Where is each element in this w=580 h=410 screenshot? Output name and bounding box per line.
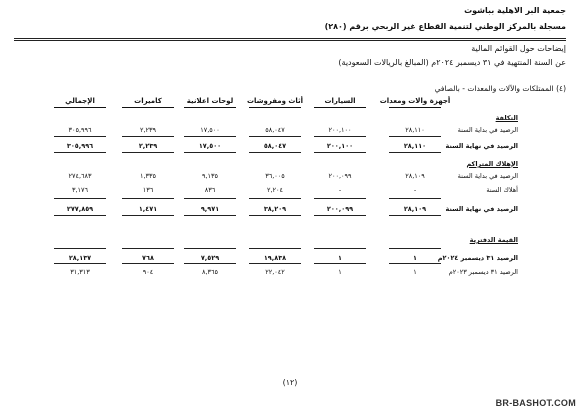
table-cell: ٣٠٥,٩٩٦ <box>68 126 92 134</box>
table-cell: ٣٨,٢٠٩ <box>263 205 287 213</box>
subtotal-line <box>389 136 441 137</box>
table-cell: ٢٨,١٣٧ <box>68 254 92 262</box>
table-cell: ٢٠٠,٠٩٩ <box>326 205 354 213</box>
subtotal-line <box>314 136 366 137</box>
table-cell: ٢٨,١٠٩ <box>403 205 427 213</box>
subtotal-line <box>314 248 366 249</box>
subtotal-line <box>184 198 236 199</box>
organization-name: جمعية البر الاهلية بباشوت <box>464 6 566 15</box>
table-cell: ٢٢,٠٤٢ <box>265 268 285 276</box>
table-cell: ٩٠٤ <box>142 268 154 276</box>
column-header-underline <box>184 107 236 108</box>
notes-title: إيضاحات حول القوائم المالية <box>471 44 566 53</box>
table-cell: ١٧,٥٠٠ <box>200 126 220 134</box>
row-label: الرصيد في نهاية السنة <box>445 205 518 213</box>
total-line <box>184 152 236 153</box>
column-header: كاميرات <box>134 97 162 105</box>
subtotal-line <box>122 136 174 137</box>
column-header-underline <box>122 107 174 108</box>
table-cell: ٧٦٨ <box>142 254 154 262</box>
table-cell: ٩,١٣٥ <box>201 172 219 180</box>
column-header-underline <box>389 107 441 108</box>
table-cell: ٧,٥٢٩ <box>200 254 220 262</box>
table-cell: ٨,٣٦٥ <box>201 268 219 276</box>
subtotal-line <box>54 198 106 199</box>
table-cell: ٢,٢٠٤ <box>266 186 284 194</box>
subtotal-line <box>389 248 441 249</box>
table-cell: ١,٤٧١ <box>138 205 158 213</box>
subtotal-line <box>184 263 236 264</box>
column-header: أثاث ومفروشات <box>246 97 304 105</box>
total-line <box>314 152 366 153</box>
table-cell: ٢٠٠,١٠٠ <box>326 142 354 150</box>
table-cell: ٢,٢٣٩ <box>138 142 158 150</box>
total-line <box>122 152 174 153</box>
table-cell: ٣١,٣١٣ <box>70 268 90 276</box>
section-heading: التكلفة <box>495 114 518 122</box>
column-header: لوحات اعلانية <box>186 97 234 105</box>
table-cell: ٣٠٥,٩٩٦ <box>66 142 94 150</box>
subtotal-line <box>249 198 301 199</box>
header-rule-thin <box>14 40 566 41</box>
subtotal-line <box>184 248 236 249</box>
subtotal-line <box>184 136 236 137</box>
total-line <box>249 215 301 216</box>
page-number: (١٢) <box>282 378 298 387</box>
registration-line: مسجلة بالمركز الوطني لتنمية القطاع غير الربحي برقم (٢٨٠) <box>324 22 566 31</box>
total-line <box>184 215 236 216</box>
table-cell: ٢٨,١٠٩ <box>405 172 425 180</box>
table-cell: ٢٧٧,٨٥٩ <box>66 205 94 213</box>
subtotal-line <box>314 198 366 199</box>
subtotal-line <box>54 248 106 249</box>
total-line <box>122 215 174 216</box>
table-cell: ٣٦,٠٠٥ <box>265 172 285 180</box>
subtotal-line <box>389 198 441 199</box>
subtotal-line <box>122 248 174 249</box>
section-heading: الإهلاك المتراكم <box>466 160 518 168</box>
total-line <box>249 152 301 153</box>
row-label: الرصيد في نهاية السنة <box>445 142 518 150</box>
column-header: الإجمالي <box>65 97 95 105</box>
column-header: أجهزة والات ومعدات <box>379 97 451 105</box>
site-watermark: BR-BASHOT.COM <box>495 398 576 408</box>
table-cell: ٣,١٧٦ <box>71 186 89 194</box>
table-cell: ١ <box>413 254 417 262</box>
column-header-underline <box>54 107 106 108</box>
subtotal-line <box>249 248 301 249</box>
subtotal-line <box>54 263 106 264</box>
table-cell: ١ <box>413 268 417 276</box>
subtotal-line <box>249 263 301 264</box>
table-cell: - <box>413 186 417 194</box>
total-line <box>314 215 366 216</box>
column-header: السيارات <box>324 97 356 105</box>
total-line <box>54 152 106 153</box>
total-line <box>389 215 441 216</box>
subtotal-line <box>249 136 301 137</box>
table-cell: ٢٨,١١٠ <box>403 142 427 150</box>
row-label: الرصيد ٣١ ديسمبر ٢٠٢٤م <box>437 254 518 262</box>
subtotal-line <box>54 136 106 137</box>
section-heading: القيمة الدفترية <box>469 236 518 244</box>
table-cell: - <box>338 186 342 194</box>
total-line <box>389 152 441 153</box>
row-label: الرصيد في بداية السنة <box>457 126 518 134</box>
table-cell: ٢,٢٣٩ <box>139 126 157 134</box>
subtotal-line <box>122 198 174 199</box>
table-cell: ١٣٦ <box>142 186 154 194</box>
table-cell: ٩,٩٧١ <box>200 205 220 213</box>
row-label: الرصيد ٣١ ديسمبر ٢٠٢٣م <box>448 268 518 276</box>
subtotal-line <box>122 263 174 264</box>
table-cell: ١ <box>338 254 342 262</box>
table-cell: ١,٣٣٥ <box>139 172 157 180</box>
row-label: الرصيد في بداية السنة <box>457 172 518 180</box>
table-cell: ١٩,٨٣٨ <box>263 254 287 262</box>
column-header-underline <box>249 107 301 108</box>
column-header-underline <box>314 107 366 108</box>
table-cell: ١٧,٥٠٠ <box>198 142 222 150</box>
table-cell: ٥٨,٠٤٧ <box>265 126 285 134</box>
table-cell: ٥٨,٠٤٧ <box>263 142 287 150</box>
subtotal-line <box>314 263 366 264</box>
table-cell: ٢٠٠,٠٩٩ <box>328 172 352 180</box>
period-line: عن السنة المنتهية في ٣١ ديسمبر ٢٠٢٤م (المبالغ بالريالات السعودية) <box>338 58 566 67</box>
table-cell: ٢٠٠,١٠٠ <box>328 126 352 134</box>
table-cell: ٨٣٦ <box>204 186 216 194</box>
section-title: (٤) الممتلكات والآلات والمعدات - بالصافي <box>434 84 566 93</box>
row-label: أهلاك السنة <box>486 186 518 194</box>
table-cell: ٢٧٤,٦٨٣ <box>68 172 92 180</box>
subtotal-line <box>389 263 441 264</box>
table-cell: ٢٨,١١٠ <box>405 126 425 134</box>
total-line <box>54 215 106 216</box>
table-cell: ١ <box>338 268 342 276</box>
